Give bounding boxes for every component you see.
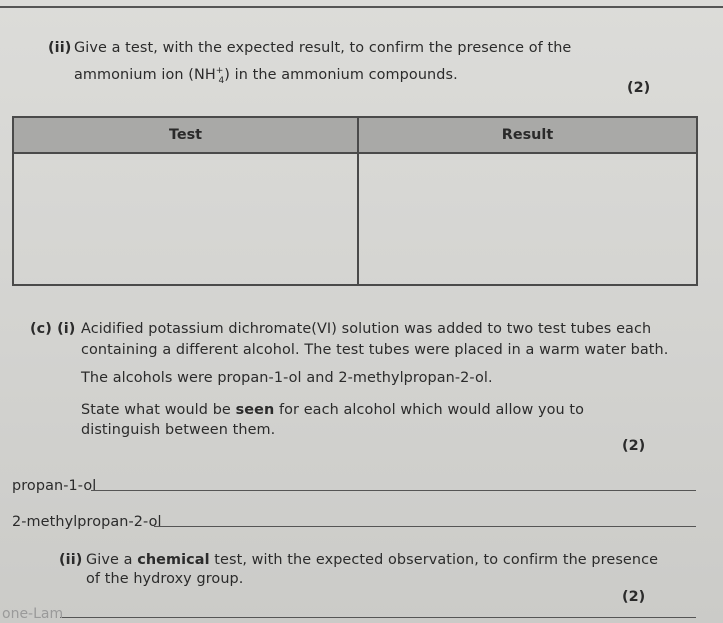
emphasis-seen: seen (235, 402, 275, 418)
question-ii-line2 (74, 61, 458, 91)
question-ii-label: (ii) (48, 40, 72, 56)
test-result-table (12, 116, 698, 286)
question-c-i-line1: Acidified potassium dichromate(VI) solution was added to two test tubes each (81, 321, 652, 337)
question-c-i-line5: distinguish between them. (81, 422, 276, 438)
answer-line-propan-1-ol[interactable] (91, 490, 696, 491)
question-c-i-line2: containing a different alcohol. The test tubes were placed in a warm water bath. (81, 342, 669, 358)
question-c-i-label: (c) (i) (30, 321, 76, 337)
question-c-ii-marks: (2) (622, 589, 646, 605)
answer-cell-result[interactable] (358, 153, 697, 285)
top-rule (0, 6, 723, 8)
question-c-i-line4-text: State what would be (81, 402, 236, 418)
question-c-ii-line1-text: Give a (86, 552, 138, 568)
emphasis-chemical: chemical (137, 552, 210, 568)
alcohol-label-2-methylpropan-2-ol: 2-methylpropan-2-ol (12, 514, 162, 530)
alcohol-label-propan-1-ol: propan-1-ol (12, 478, 97, 494)
question-ii-marks: (2) (627, 80, 651, 96)
question-ii-line2-end: ) in the ammonium compounds. (224, 66, 458, 83)
question-c-ii-line1 (86, 550, 658, 570)
question-ii-line1: Give a test, with the expected result, to confirm the presence of the (74, 40, 572, 56)
question-ii-line2-text: ammonium ion (NH (74, 66, 216, 83)
question-c-ii-line2: of the hydroxy group. (86, 571, 244, 587)
question-c-i-line4-end: for each alcohol which would allow you to (274, 402, 585, 418)
subscript-4: 4 (218, 75, 225, 86)
table-header-result: Result (358, 117, 697, 153)
answer-line-2-methylpropan-2-ol[interactable] (154, 526, 696, 527)
answer-line-hydroxy[interactable] (60, 617, 696, 618)
watermark: one-Lam (2, 606, 64, 622)
question-c-i-line4 (81, 400, 584, 420)
question-c-ii-line1-end: test, with the expected observation, to confirm the presence (209, 552, 659, 568)
question-c-i-marks: (2) (622, 438, 646, 454)
charge-superscript: + (215, 66, 224, 76)
question-c-i-line3: The alcohols were propan-1-ol and 2-methylpropan-2-ol. (81, 370, 493, 386)
question-c-ii-label: (ii) (59, 552, 83, 568)
answer-cell-test[interactable] (13, 153, 358, 285)
table-header-test: Test (13, 117, 358, 153)
